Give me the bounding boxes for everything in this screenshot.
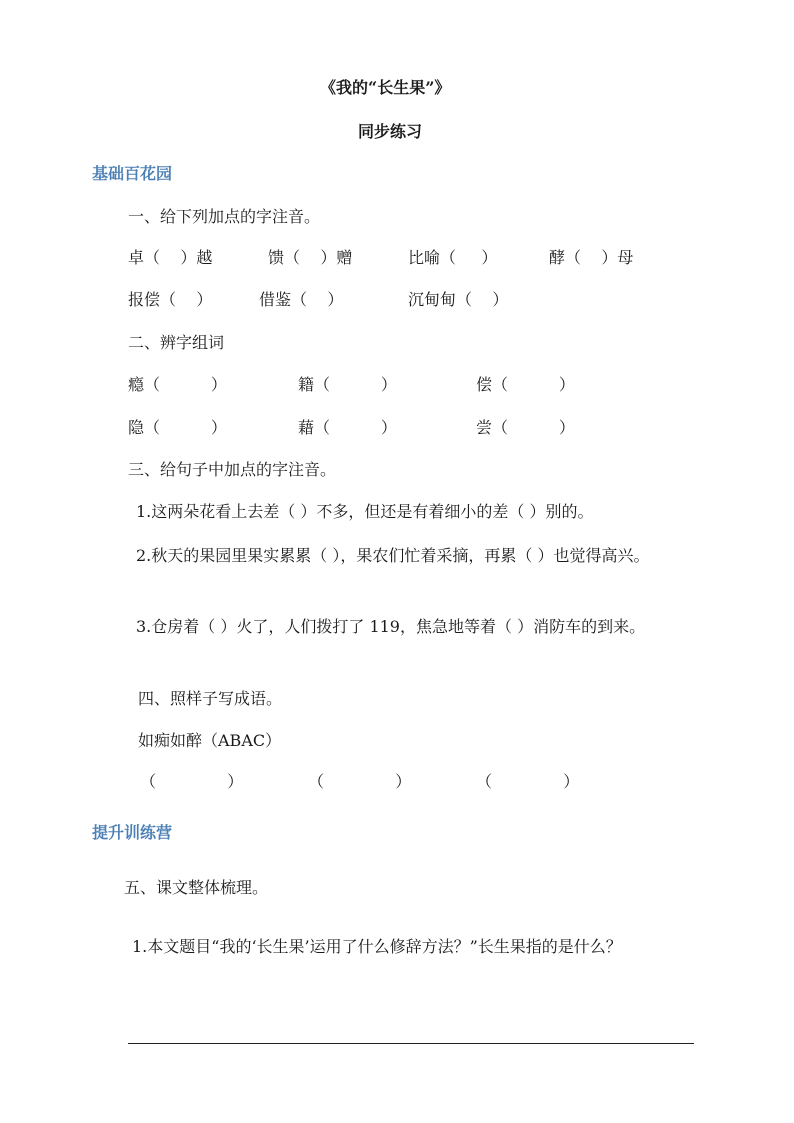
idiom-example: 如痴如醉（ABAC） [138, 731, 282, 750]
word-group-item: 籍（ ） [298, 375, 397, 394]
question-3-sentence-1: 1.这两朵花看上去差（ ）不多，但还是有着细小的差（ ）别的。 [136, 502, 594, 521]
section-heading-advanced: 提升训练营 [92, 823, 173, 842]
idiom-blank: （ ） [476, 772, 580, 791]
question-5-heading: 五、课文整体梳理。 [124, 878, 269, 897]
question-3-heading: 三、给句子中加点的字注音。 [128, 460, 337, 479]
question-1-heading: 一、给下列加点的字注音。 [128, 207, 321, 226]
question-3-sentence-2: 2.秋天的果园里果实累累（ ），果农们忙着采摘，再累（ ）也觉得高兴。 [136, 546, 650, 565]
idiom-blank: （ ） [308, 772, 412, 791]
pinyin-item: 酵（ ）母 [549, 248, 634, 267]
question-1-row-1 [0, 248, 794, 270]
question-4-heading: 四、照样子写成语。 [138, 689, 283, 708]
word-group-item: 偿（ ） [476, 375, 575, 394]
question-2-row-2 [0, 418, 794, 440]
question-5-sentence-1: 1.本文题目“我的‘长生果’运用了什么修辞方法？”长生果指的是什么？ [132, 937, 622, 956]
pinyin-item: 借鉴（ ） [259, 290, 344, 309]
pinyin-item: 沉甸甸（ ） [408, 290, 509, 309]
question-2-heading: 二、辨字组词 [128, 333, 225, 352]
word-group-item: 藉（ ） [298, 418, 397, 437]
answer-line[interactable] [128, 1043, 694, 1044]
word-group-item: 隐（ ） [128, 418, 227, 437]
question-1-row-2 [0, 290, 794, 312]
idiom-blank: （ ） [140, 772, 244, 791]
pinyin-item: 比喻（ ） [408, 248, 498, 267]
question-2-row-1 [0, 375, 794, 397]
idiom-blanks-row [0, 772, 794, 794]
document-title: 《我的“长生果”》 [320, 78, 451, 97]
word-group-item: 瘾（ ） [128, 375, 227, 394]
pinyin-item: 卓（ ）越 [128, 248, 213, 267]
pinyin-item: 报偿（ ） [128, 290, 213, 309]
question-3-sentence-3: 3.仓房着（ ）火了，人们拨打了 119，焦急地等着（ ）消防车的到来。 [136, 617, 646, 636]
pinyin-item: 馈（ ）赠 [268, 248, 353, 267]
word-group-item: 尝（ ） [476, 418, 575, 437]
document-subtitle: 同步练习 [358, 122, 423, 141]
section-heading-basic: 基础百花园 [92, 164, 173, 183]
